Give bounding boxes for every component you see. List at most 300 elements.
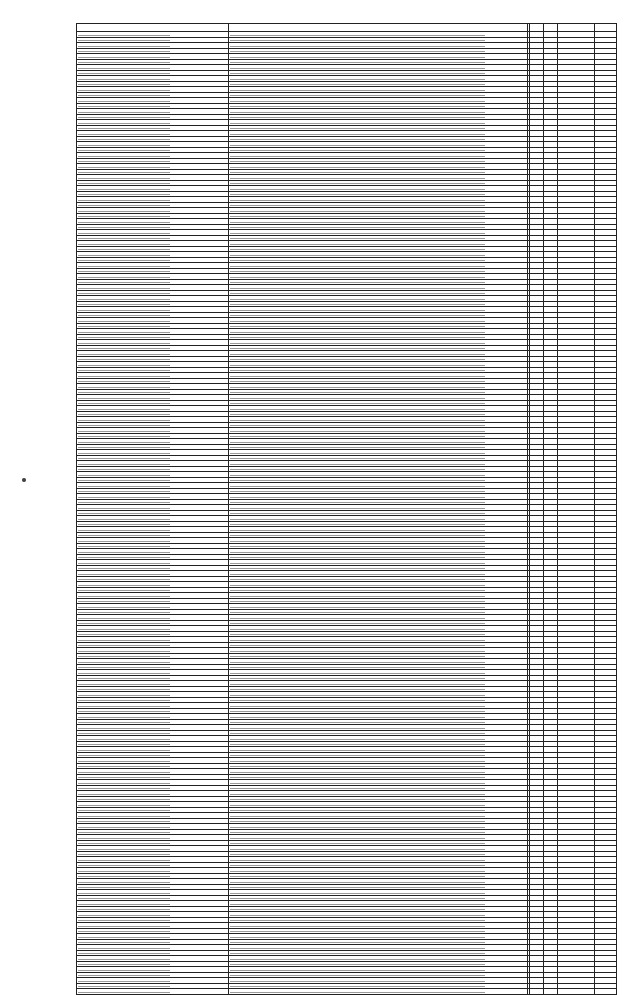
illegible-text-placeholder (230, 238, 485, 239)
illegible-text-placeholder (78, 673, 170, 674)
illegible-text-placeholder (230, 403, 485, 404)
illegible-text-placeholder (230, 156, 485, 157)
illegible-text-placeholder (230, 865, 485, 866)
column-header (544, 24, 558, 32)
illegible-text-placeholder (230, 750, 485, 751)
illegible-text-placeholder (230, 552, 485, 553)
illegible-text-placeholder (78, 447, 170, 448)
illegible-text-placeholder (230, 222, 485, 223)
illegible-text-placeholder (78, 79, 170, 80)
illegible-text-placeholder (230, 695, 485, 696)
illegible-text-placeholder (230, 601, 485, 602)
illegible-text-placeholder (230, 788, 485, 789)
illegible-text-placeholder (230, 128, 485, 129)
illegible-text-placeholder (230, 95, 485, 96)
illegible-text-placeholder (230, 112, 485, 113)
illegible-text-placeholder (78, 134, 170, 135)
illegible-text-placeholder (230, 161, 485, 162)
illegible-text-placeholder (78, 57, 170, 58)
illegible-text-placeholder (78, 222, 170, 223)
illegible-text-placeholder (230, 964, 485, 965)
illegible-text-placeholder (230, 579, 485, 580)
illegible-text-placeholder (230, 596, 485, 597)
illegible-text-placeholder (78, 761, 170, 762)
illegible-text-placeholder (78, 117, 170, 118)
illegible-text-placeholder (230, 277, 485, 278)
illegible-text-placeholder (78, 156, 170, 157)
illegible-text-placeholder (78, 585, 170, 586)
illegible-text-placeholder (78, 871, 170, 872)
illegible-text-placeholder (230, 326, 485, 327)
illegible-text-placeholder (230, 849, 485, 850)
illegible-text-placeholder (230, 926, 485, 927)
illegible-text-placeholder (78, 733, 170, 734)
illegible-text-placeholder (230, 777, 485, 778)
illegible-text-placeholder (230, 871, 485, 872)
illegible-text-placeholder (230, 194, 485, 195)
illegible-text-placeholder (230, 733, 485, 734)
illegible-text-placeholder (230, 920, 485, 921)
illegible-text-placeholder (78, 717, 170, 718)
illegible-text-placeholder (230, 293, 485, 294)
illegible-text-placeholder (230, 783, 485, 784)
illegible-text-placeholder (230, 810, 485, 811)
illegible-text-placeholder (78, 568, 170, 569)
illegible-text-placeholder (78, 46, 170, 47)
illegible-text-placeholder (78, 750, 170, 751)
illegible-text-placeholder (78, 849, 170, 850)
illegible-text-placeholder (78, 552, 170, 553)
table-cell (595, 989, 617, 995)
illegible-text-placeholder (230, 893, 485, 894)
illegible-text-placeholder (230, 524, 485, 525)
illegible-text-placeholder (230, 480, 485, 481)
illegible-text-placeholder (78, 491, 170, 492)
illegible-text-placeholder (78, 684, 170, 685)
illegible-text-placeholder (78, 618, 170, 619)
illegible-text-placeholder (78, 882, 170, 883)
illegible-text-placeholder (230, 535, 485, 536)
illegible-text-placeholder (78, 326, 170, 327)
column-header (77, 24, 229, 32)
illegible-text-placeholder (230, 854, 485, 855)
illegible-text-placeholder (230, 101, 485, 102)
illegible-text-placeholder (78, 216, 170, 217)
illegible-text-placeholder (78, 887, 170, 888)
illegible-text-placeholder (78, 579, 170, 580)
illegible-text-placeholder (78, 238, 170, 239)
illegible-text-placeholder (78, 744, 170, 745)
illegible-text-placeholder (78, 370, 170, 371)
illegible-text-placeholder (78, 354, 170, 355)
illegible-text-placeholder (230, 689, 485, 690)
illegible-text-placeholder (230, 634, 485, 635)
illegible-text-placeholder (230, 90, 485, 91)
illegible-text-placeholder (78, 233, 170, 234)
illegible-text-placeholder (78, 205, 170, 206)
illegible-text-placeholder (78, 436, 170, 437)
illegible-text-placeholder (230, 117, 485, 118)
illegible-text-placeholder (230, 766, 485, 767)
illegible-text-placeholder (230, 700, 485, 701)
illegible-text-placeholder (230, 398, 485, 399)
illegible-text-placeholder (78, 513, 170, 514)
illegible-text-placeholder (230, 414, 485, 415)
illegible-text-placeholder (230, 288, 485, 289)
illegible-text-placeholder (230, 684, 485, 685)
illegible-text-placeholder (78, 337, 170, 338)
illegible-text-placeholder (78, 953, 170, 954)
illegible-text-placeholder (78, 480, 170, 481)
illegible-text-placeholder (78, 926, 170, 927)
illegible-text-placeholder (78, 392, 170, 393)
illegible-text-placeholder (230, 497, 485, 498)
illegible-text-placeholder (230, 629, 485, 630)
illegible-text-placeholder (78, 425, 170, 426)
page-margin-mark (22, 478, 26, 482)
illegible-text-placeholder (230, 447, 485, 448)
table-cell (229, 989, 528, 995)
header-row (77, 24, 617, 32)
illegible-text-placeholder (230, 948, 485, 949)
illegible-text-placeholder (78, 458, 170, 459)
illegible-text-placeholder (78, 590, 170, 591)
illegible-text-placeholder (230, 876, 485, 877)
illegible-text-placeholder (78, 40, 170, 41)
illegible-text-placeholder (230, 816, 485, 817)
illegible-text-placeholder (78, 821, 170, 822)
illegible-text-placeholder (78, 574, 170, 575)
illegible-text-placeholder (230, 986, 485, 987)
illegible-text-placeholder (230, 717, 485, 718)
illegible-text-placeholder (230, 178, 485, 179)
illegible-text-placeholder (78, 541, 170, 542)
illegible-text-placeholder (78, 612, 170, 613)
illegible-text-placeholder (78, 915, 170, 916)
illegible-text-placeholder (78, 711, 170, 712)
illegible-text-placeholder (230, 491, 485, 492)
illegible-text-placeholder (230, 959, 485, 960)
illegible-text-placeholder (78, 992, 170, 993)
illegible-text-placeholder (230, 887, 485, 888)
illegible-text-placeholder (230, 458, 485, 459)
illegible-text-placeholder (78, 876, 170, 877)
illegible-text-placeholder (230, 645, 485, 646)
illegible-text-placeholder (230, 574, 485, 575)
illegible-text-placeholder (230, 227, 485, 228)
illegible-text-placeholder (78, 519, 170, 520)
illegible-text-placeholder (230, 370, 485, 371)
illegible-text-placeholder (78, 959, 170, 960)
illegible-text-placeholder (230, 607, 485, 608)
illegible-text-placeholder (230, 953, 485, 954)
illegible-text-placeholder (230, 508, 485, 509)
illegible-text-placeholder (78, 524, 170, 525)
data-table (76, 23, 617, 995)
illegible-text-placeholder (78, 167, 170, 168)
illegible-text-placeholder (78, 332, 170, 333)
illegible-text-placeholder (78, 898, 170, 899)
illegible-text-placeholder (230, 381, 485, 382)
illegible-text-placeholder (78, 689, 170, 690)
illegible-text-placeholder (78, 931, 170, 932)
table-cell (77, 989, 229, 995)
illegible-text-placeholder (230, 211, 485, 212)
illegible-text-placeholder (230, 244, 485, 245)
illegible-text-placeholder (78, 656, 170, 657)
illegible-text-placeholder (78, 183, 170, 184)
illegible-text-placeholder (78, 35, 170, 36)
table-body (77, 32, 617, 995)
illegible-text-placeholder (230, 57, 485, 58)
illegible-text-placeholder (78, 948, 170, 949)
illegible-text-placeholder (230, 172, 485, 173)
illegible-text-placeholder (230, 376, 485, 377)
illegible-text-placeholder (78, 596, 170, 597)
illegible-text-placeholder (78, 90, 170, 91)
illegible-text-placeholder (230, 755, 485, 756)
illegible-text-placeholder (78, 557, 170, 558)
illegible-text-placeholder (230, 981, 485, 982)
illegible-text-placeholder (230, 827, 485, 828)
illegible-text-placeholder (78, 62, 170, 63)
illegible-text-placeholder (230, 271, 485, 272)
illegible-text-placeholder (78, 634, 170, 635)
illegible-text-placeholder (78, 310, 170, 311)
illegible-text-placeholder (230, 590, 485, 591)
illegible-text-placeholder (78, 607, 170, 608)
illegible-text-placeholder (230, 409, 485, 410)
illegible-text-placeholder (78, 827, 170, 828)
illegible-text-placeholder (230, 123, 485, 124)
illegible-text-placeholder (78, 755, 170, 756)
illegible-text-placeholder (230, 937, 485, 938)
illegible-text-placeholder (230, 557, 485, 558)
illegible-text-placeholder (230, 343, 485, 344)
illegible-text-placeholder (78, 475, 170, 476)
illegible-text-placeholder (78, 255, 170, 256)
illegible-text-placeholder (78, 772, 170, 773)
illegible-text-placeholder (230, 40, 485, 41)
illegible-text-placeholder (230, 183, 485, 184)
illegible-text-placeholder (78, 860, 170, 861)
illegible-text-placeholder (230, 62, 485, 63)
illegible-text-placeholder (230, 744, 485, 745)
illegible-text-placeholder (78, 315, 170, 316)
illegible-text-placeholder (230, 651, 485, 652)
illegible-text-placeholder (230, 189, 485, 190)
illegible-text-placeholder (78, 95, 170, 96)
illegible-text-placeholder (230, 843, 485, 844)
illegible-text-placeholder (230, 530, 485, 531)
illegible-text-placeholder (230, 860, 485, 861)
illegible-text-placeholder (230, 623, 485, 624)
illegible-text-placeholder (78, 442, 170, 443)
illegible-text-placeholder (78, 84, 170, 85)
illegible-text-placeholder (78, 299, 170, 300)
illegible-text-placeholder (230, 469, 485, 470)
illegible-text-placeholder (78, 161, 170, 162)
illegible-text-placeholder (230, 805, 485, 806)
illegible-text-placeholder (230, 392, 485, 393)
illegible-text-placeholder (78, 403, 170, 404)
illegible-text-placeholder (230, 359, 485, 360)
illegible-text-placeholder (230, 618, 485, 619)
illegible-text-placeholder (230, 321, 485, 322)
illegible-text-placeholder (78, 359, 170, 360)
illegible-text-placeholder (230, 73, 485, 74)
illegible-text-placeholder (230, 233, 485, 234)
illegible-text-placeholder (78, 497, 170, 498)
illegible-text-placeholder (78, 678, 170, 679)
illegible-text-placeholder (78, 414, 170, 415)
illegible-text-placeholder (78, 172, 170, 173)
illegible-text-placeholder (78, 799, 170, 800)
illegible-text-placeholder (78, 194, 170, 195)
illegible-text-placeholder (78, 365, 170, 366)
illegible-text-placeholder (230, 337, 485, 338)
illegible-text-placeholder (230, 249, 485, 250)
illegible-text-placeholder (230, 255, 485, 256)
column-header (530, 24, 544, 32)
illegible-text-placeholder (230, 442, 485, 443)
illegible-text-placeholder (78, 431, 170, 432)
illegible-text-placeholder (230, 79, 485, 80)
illegible-text-placeholder (230, 68, 485, 69)
illegible-text-placeholder (230, 420, 485, 421)
illegible-text-placeholder (230, 942, 485, 943)
illegible-text-placeholder (230, 662, 485, 663)
illegible-text-placeholder (78, 469, 170, 470)
illegible-text-placeholder (78, 667, 170, 668)
column-header (595, 24, 617, 32)
illegible-text-placeholder (230, 898, 485, 899)
illegible-text-placeholder (78, 398, 170, 399)
illegible-text-placeholder (230, 739, 485, 740)
illegible-text-placeholder (230, 502, 485, 503)
illegible-text-placeholder (78, 651, 170, 652)
illegible-text-placeholder (230, 200, 485, 201)
column-header (229, 24, 528, 32)
illegible-text-placeholder (230, 656, 485, 657)
table-cell (544, 989, 558, 995)
illegible-text-placeholder (230, 436, 485, 437)
illegible-text-placeholder (78, 700, 170, 701)
illegible-text-placeholder (230, 838, 485, 839)
illegible-text-placeholder (230, 992, 485, 993)
illegible-text-placeholder (78, 453, 170, 454)
illegible-text-placeholder (230, 667, 485, 668)
illegible-text-placeholder (230, 568, 485, 569)
illegible-text-placeholder (78, 123, 170, 124)
illegible-text-placeholder (78, 73, 170, 74)
illegible-text-placeholder (230, 348, 485, 349)
illegible-text-placeholder (78, 288, 170, 289)
illegible-text-placeholder (78, 51, 170, 52)
illegible-text-placeholder (78, 975, 170, 976)
illegible-text-placeholder (230, 678, 485, 679)
illegible-text-placeholder (78, 189, 170, 190)
illegible-text-placeholder (230, 332, 485, 333)
illegible-text-placeholder (230, 563, 485, 564)
illegible-text-placeholder (78, 964, 170, 965)
illegible-text-placeholder (78, 68, 170, 69)
illegible-text-placeholder (230, 585, 485, 586)
illegible-text-placeholder (78, 766, 170, 767)
illegible-text-placeholder (78, 601, 170, 602)
illegible-text-placeholder (78, 178, 170, 179)
illegible-text-placeholder (230, 519, 485, 520)
illegible-text-placeholder (78, 854, 170, 855)
illegible-text-placeholder (78, 227, 170, 228)
illegible-text-placeholder (230, 673, 485, 674)
illegible-text-placeholder (230, 821, 485, 822)
illegible-text-placeholder (78, 106, 170, 107)
illegible-text-placeholder (78, 640, 170, 641)
illegible-text-placeholder (78, 909, 170, 910)
illegible-text-placeholder (230, 546, 485, 547)
illegible-text-placeholder (78, 865, 170, 866)
illegible-text-placeholder (230, 706, 485, 707)
illegible-text-placeholder (230, 282, 485, 283)
illegible-text-placeholder (230, 139, 485, 140)
illegible-text-placeholder (230, 761, 485, 762)
illegible-text-placeholder (78, 409, 170, 410)
illegible-text-placeholder (78, 508, 170, 509)
illegible-text-placeholder (78, 986, 170, 987)
illegible-text-placeholder (230, 640, 485, 641)
illegible-text-placeholder (78, 387, 170, 388)
illegible-text-placeholder (230, 84, 485, 85)
illegible-text-placeholder (78, 101, 170, 102)
illegible-text-placeholder (230, 425, 485, 426)
illegible-text-placeholder (230, 106, 485, 107)
illegible-text-placeholder (230, 453, 485, 454)
illegible-text-placeholder (78, 112, 170, 113)
illegible-text-placeholder (230, 216, 485, 217)
illegible-text-placeholder (230, 970, 485, 971)
illegible-text-placeholder (78, 623, 170, 624)
illegible-text-placeholder (78, 293, 170, 294)
illegible-text-placeholder (78, 777, 170, 778)
illegible-text-placeholder (230, 365, 485, 366)
illegible-text-placeholder (78, 942, 170, 943)
illegible-text-placeholder (78, 893, 170, 894)
illegible-text-placeholder (230, 513, 485, 514)
illegible-text-placeholder (230, 794, 485, 795)
illegible-text-placeholder (78, 282, 170, 283)
illegible-text-placeholder (230, 799, 485, 800)
illegible-text-placeholder (78, 376, 170, 377)
illegible-text-placeholder (78, 249, 170, 250)
illegible-text-placeholder (230, 299, 485, 300)
illegible-text-placeholder (230, 832, 485, 833)
illegible-text-placeholder (78, 629, 170, 630)
illegible-text-placeholder (78, 145, 170, 146)
illegible-text-placeholder (78, 200, 170, 201)
illegible-text-placeholder (230, 134, 485, 135)
illegible-text-placeholder (230, 35, 485, 36)
illegible-text-placeholder (78, 832, 170, 833)
illegible-text-placeholder (78, 502, 170, 503)
table-cell (530, 989, 544, 995)
illegible-text-placeholder (230, 260, 485, 261)
illegible-text-placeholder (78, 271, 170, 272)
illegible-text-placeholder (78, 211, 170, 212)
illegible-text-placeholder (230, 167, 485, 168)
illegible-text-placeholder (230, 266, 485, 267)
illegible-text-placeholder (78, 662, 170, 663)
